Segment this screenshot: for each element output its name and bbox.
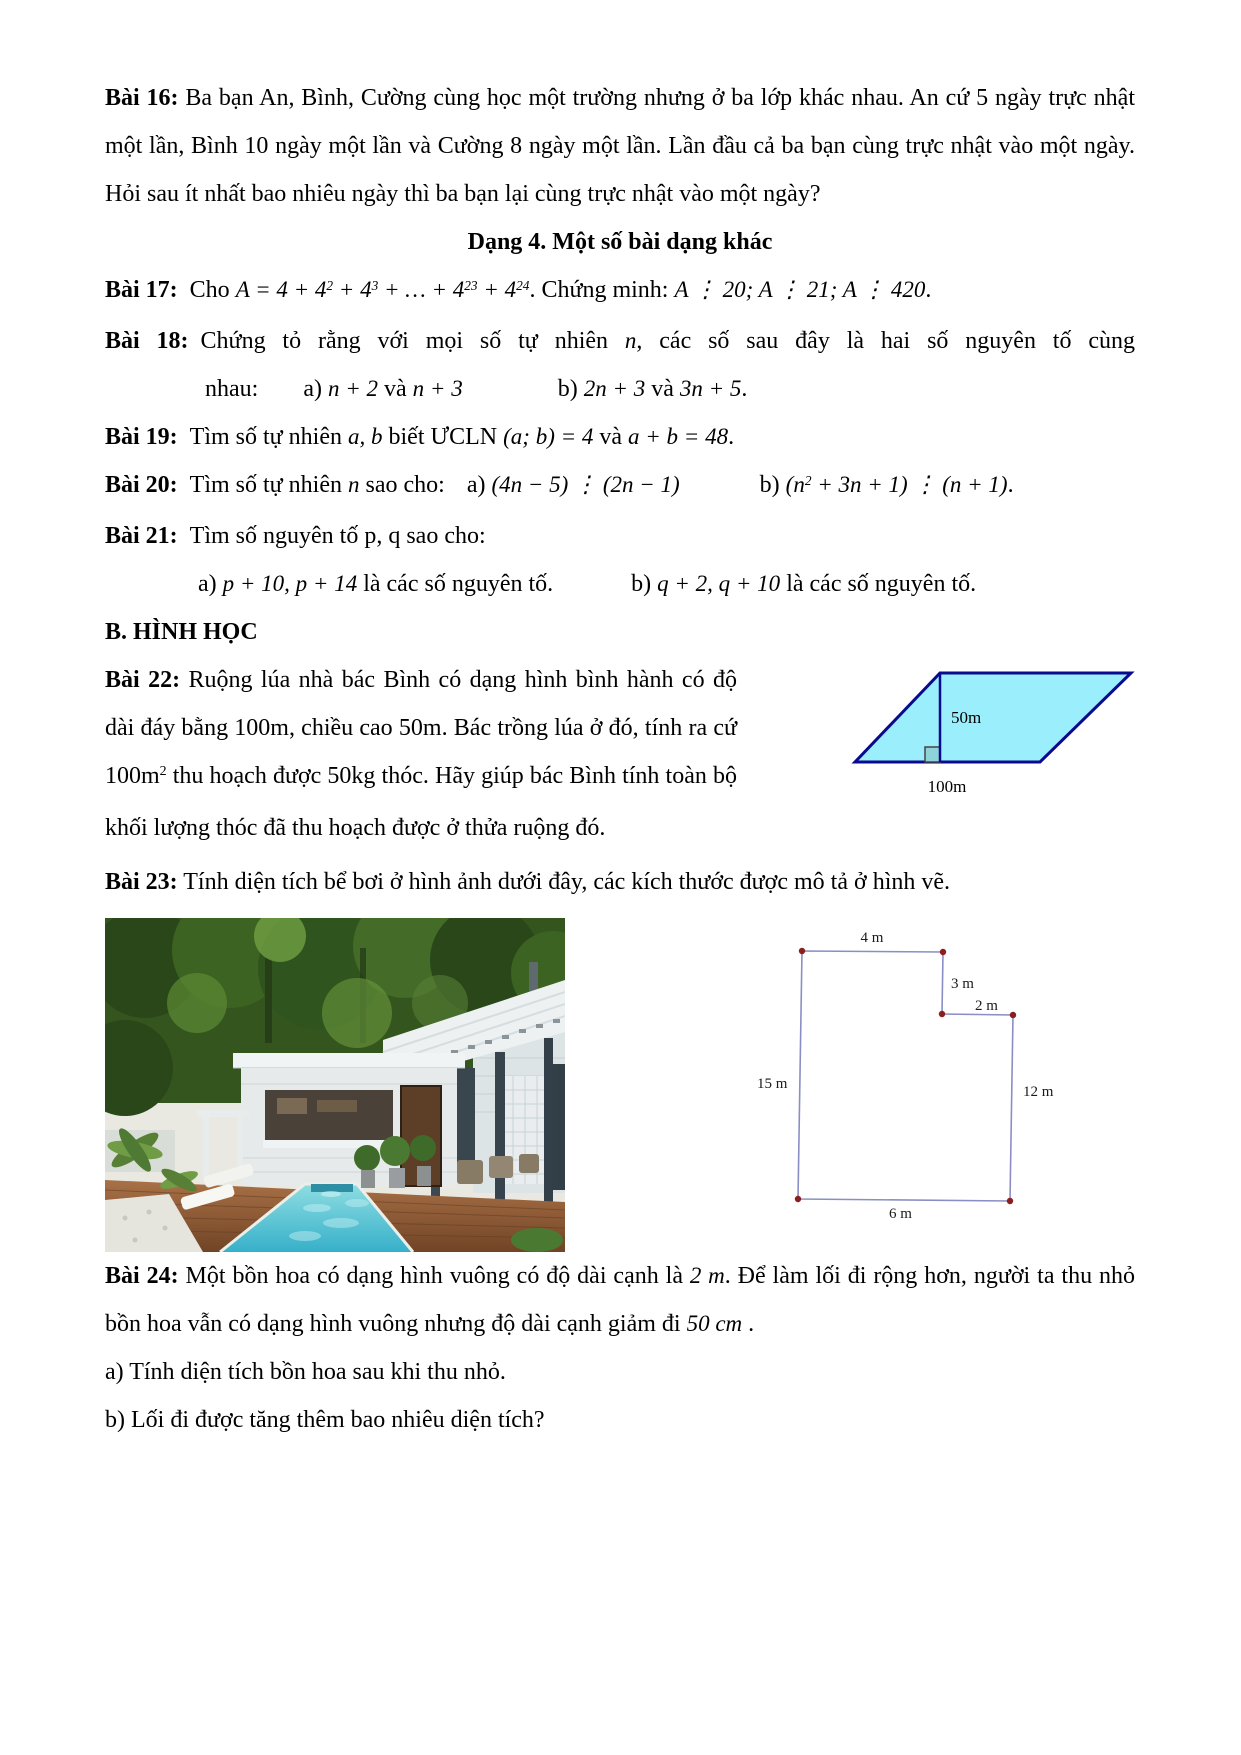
height-label: 50m [951, 708, 982, 727]
pergola-post [544, 1038, 553, 1210]
vertex-dot [1007, 1198, 1013, 1204]
dim-right: 12 m [1023, 1084, 1054, 1100]
corner-plant [511, 1228, 563, 1252]
exercise-23-label: Bài 23: [105, 869, 178, 895]
glass-door [553, 1064, 565, 1190]
exercise-20-label: Bài 20: [105, 472, 178, 498]
exercise-24-label: Bài 24: [105, 1263, 179, 1289]
exercise-16-text: Ba bạn An, Bình, Cường cùng học một trường nhưng ở ba lớp khác nhau. An cứ 5 ngày trực nhật một lần, Bình 10 ngày một lần và Cường 8 ngày một lần. Lần đầu cả ba bạn cùng trực nhật vào một ngày. Hỏi sau ít nhất bao nhiêu ngày thì ba bạn lại cùng trực nhật vào một ngày? [105, 85, 1135, 207]
vertex-dot [795, 1196, 801, 1202]
exercise-17: Bài 17: Cho $A = 4 + 4^2 + 4^3$ + … + $4^{23} + 4^{24}$. Chứng minh: A ⋮ 20; A ⋮ 21; A ⋮ 420. [105, 277, 932, 303]
formula-sum: $A = 4 + 4^2 + 4^3$ + … + $4^{23} + 4^{24}$ [235, 277, 530, 302]
exercise-23: Bài 23: Tính diện tích bể bơi ở hình ảnh dưới đây, các kích thước được mô tả ở hình vẽ. [105, 869, 951, 895]
parallelogram-shape [855, 673, 1131, 762]
pool-plan-figure [693, 906, 1093, 1236]
right-angle-marker [925, 747, 940, 762]
vertex-dot [939, 1011, 945, 1017]
bar-counter [263, 1140, 395, 1148]
exercise-19-label: Bài 19: [105, 424, 178, 450]
figures-row [105, 918, 1135, 1252]
exercise-18-label: Bài 18: [105, 328, 189, 354]
formula-divisibility: A ⋮ 20; A ⋮ 21; A ⋮ 420 [674, 277, 926, 302]
exercise-21-line1: Bài 21: Tìm số nguyên tố p, q sao cho: [105, 523, 486, 549]
exercise-17-label: Bài 17: [105, 277, 178, 303]
dim-left: 15 m [757, 1076, 788, 1092]
dim-step: 2 m [975, 998, 998, 1014]
exercise-24-question-a: a) Tính diện tích bồn hoa sau khi thu nhỏ. [105, 1359, 506, 1385]
dim-bottom: 6 m [889, 1206, 912, 1222]
chimney [529, 962, 538, 994]
pool-photo [105, 918, 565, 1252]
vertex-dot [799, 948, 805, 954]
exercise-21-line2: a) p + 10, p + 14 là các số nguyên tố. b) q + 2, q + 10 là các số nguyên tố. [198, 571, 977, 597]
exercise-21-label: Bài 21: [105, 523, 178, 549]
exercise-22-label: Bài 22: [105, 667, 181, 693]
pergola-post [495, 1052, 505, 1210]
exercise-16-label: Bài 16: [105, 85, 179, 111]
exercise-24-question-b: b) Lối đi được tăng thêm bao nhiêu diện tích? [105, 1407, 545, 1433]
dim-top: 4 m [860, 930, 884, 946]
exercise-19: Bài 19: Tìm số tự nhiên a, b biết ƯCLN (a; b) = 4 và a + b = 48. [105, 424, 735, 450]
parallelogram-figure [755, 668, 1135, 800]
dim-upper-right: 3 m [951, 976, 974, 992]
vertex-dot [940, 949, 946, 955]
section-heading-hinh-hoc: B. HÌNH HỌC [105, 619, 258, 645]
exercise-18-line1: Bài 18: Chứng tỏ rằng với mọi số tự nhiên n, các số sau đây là hai số nguyên tố cùng [105, 328, 1136, 354]
bar-window [265, 1090, 393, 1140]
exercise-16 [105, 74, 1135, 218]
exercise-20: Bài 20: Tìm số tự nhiên n sao cho: a) (4n − 5) ⋮ (2n − 1) b) $(n^2 + 3n + 1)$ ⋮ (n + 1). [105, 472, 1014, 498]
exercise-24: Bài 24: Một bồn hoa có dạng hình vuông có độ dài cạnh là 2 m. Để làm lối đi rộng hơn, người ta thu nhỏ bồn hoa vẫn có dạng hình vuông nhưng độ dài cạnh giảm đi 50 cm . [105, 1263, 1136, 1337]
pool-plan-outline [798, 951, 1013, 1201]
section-heading-dang4: Dạng 4. Một số bài dạng khác [467, 229, 773, 255]
vertex-dot [1010, 1012, 1016, 1018]
base-label: 100m [927, 777, 967, 796]
exercise-18-line2: nhau: a) n + 2 và n + 3 b) 2n + 3 và 3n + 5. [205, 376, 748, 402]
exercise-22: 50m 100m Bài 22: Ruộng lúa nhà bác Bình có dạng hình bình hành có độ dài đáy bằng 100m, chiều cao 50m. Bác trồng lúa ở đó, tính ra cứ $100m^2$ thu hoạch được 50kg thóc. Hãy giúp bác Bình tính toàn bộ khối lượng thóc đã thu hoạch được ở thửa ruộng đó. [105, 656, 1135, 852]
